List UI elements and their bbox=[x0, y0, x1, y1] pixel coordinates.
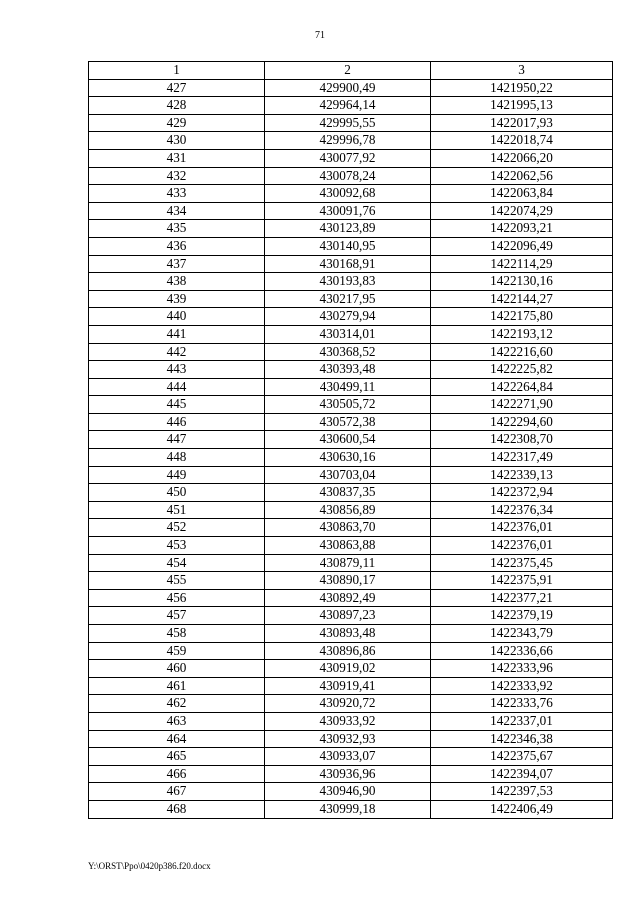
point-number-cell: 453 bbox=[89, 537, 265, 555]
x-coordinate-cell: 430932,93 bbox=[265, 730, 431, 748]
y-coordinate-cell: 1421950,22 bbox=[431, 79, 613, 97]
table-row bbox=[89, 642, 613, 660]
y-coordinate-cell: 1422225,82 bbox=[431, 361, 613, 379]
y-coordinate-cell: 1422372,94 bbox=[431, 484, 613, 502]
table-row bbox=[89, 677, 613, 695]
y-coordinate-cell: 1422074,29 bbox=[431, 202, 613, 220]
table-row bbox=[89, 589, 613, 607]
point-number-cell: 433 bbox=[89, 185, 265, 203]
x-coordinate-cell: 430600,54 bbox=[265, 431, 431, 449]
page-number: 71 bbox=[315, 30, 325, 41]
point-number-cell: 427 bbox=[89, 79, 265, 97]
x-coordinate-cell: 430892,49 bbox=[265, 589, 431, 607]
column-header: 3 bbox=[431, 62, 613, 80]
y-coordinate-cell: 1422114,29 bbox=[431, 255, 613, 273]
point-number-cell: 449 bbox=[89, 466, 265, 484]
y-coordinate-cell: 1422175,80 bbox=[431, 308, 613, 326]
table-row bbox=[89, 343, 613, 361]
table-row bbox=[89, 484, 613, 502]
point-number-cell: 446 bbox=[89, 413, 265, 431]
x-coordinate-cell: 430936,96 bbox=[265, 765, 431, 783]
column-header: 2 bbox=[265, 62, 431, 80]
y-coordinate-cell: 1422336,66 bbox=[431, 642, 613, 660]
table-header-row bbox=[89, 62, 613, 80]
y-coordinate-cell: 1422376,01 bbox=[431, 519, 613, 537]
point-number-cell: 439 bbox=[89, 290, 265, 308]
x-coordinate-cell: 430837,35 bbox=[265, 484, 431, 502]
point-number-cell: 461 bbox=[89, 677, 265, 695]
coordinates-table bbox=[88, 61, 613, 819]
y-coordinate-cell: 1422144,27 bbox=[431, 290, 613, 308]
y-coordinate-cell: 1422193,12 bbox=[431, 325, 613, 343]
x-coordinate-cell: 430078,24 bbox=[265, 167, 431, 185]
table-row bbox=[89, 237, 613, 255]
y-coordinate-cell: 1422062,56 bbox=[431, 167, 613, 185]
y-coordinate-cell: 1422093,21 bbox=[431, 220, 613, 238]
table-row bbox=[89, 519, 613, 537]
x-coordinate-cell: 429996,78 bbox=[265, 132, 431, 150]
table-row bbox=[89, 378, 613, 396]
x-coordinate-cell: 430193,83 bbox=[265, 273, 431, 291]
y-coordinate-cell: 1422096,49 bbox=[431, 237, 613, 255]
y-coordinate-cell: 1422066,20 bbox=[431, 149, 613, 167]
y-coordinate-cell: 1422406,49 bbox=[431, 800, 613, 818]
point-number-cell: 442 bbox=[89, 343, 265, 361]
table-row bbox=[89, 449, 613, 467]
x-coordinate-cell: 430572,38 bbox=[265, 413, 431, 431]
y-coordinate-cell: 1422216,60 bbox=[431, 343, 613, 361]
point-number-cell: 456 bbox=[89, 589, 265, 607]
y-coordinate-cell: 1422017,93 bbox=[431, 114, 613, 132]
table-row bbox=[89, 800, 613, 818]
point-number-cell: 436 bbox=[89, 237, 265, 255]
point-number-cell: 437 bbox=[89, 255, 265, 273]
table-row bbox=[89, 695, 613, 713]
table-row bbox=[89, 361, 613, 379]
x-coordinate-cell: 430314,01 bbox=[265, 325, 431, 343]
x-coordinate-cell: 430893,48 bbox=[265, 625, 431, 643]
y-coordinate-cell: 1422333,76 bbox=[431, 695, 613, 713]
x-coordinate-cell: 430999,18 bbox=[265, 800, 431, 818]
point-number-cell: 443 bbox=[89, 361, 265, 379]
y-coordinate-cell: 1422343,79 bbox=[431, 625, 613, 643]
x-coordinate-cell: 430279,94 bbox=[265, 308, 431, 326]
point-number-cell: 430 bbox=[89, 132, 265, 150]
point-number-cell: 454 bbox=[89, 554, 265, 572]
column-header: 1 bbox=[89, 62, 265, 80]
table-row bbox=[89, 255, 613, 273]
point-number-cell: 463 bbox=[89, 712, 265, 730]
point-number-cell: 466 bbox=[89, 765, 265, 783]
point-number-cell: 440 bbox=[89, 308, 265, 326]
y-coordinate-cell: 1422376,34 bbox=[431, 501, 613, 519]
point-number-cell: 429 bbox=[89, 114, 265, 132]
point-number-cell: 460 bbox=[89, 660, 265, 678]
x-coordinate-cell: 430856,89 bbox=[265, 501, 431, 519]
x-coordinate-cell: 430077,92 bbox=[265, 149, 431, 167]
y-coordinate-cell: 1422018,74 bbox=[431, 132, 613, 150]
table-row bbox=[89, 730, 613, 748]
point-number-cell: 438 bbox=[89, 273, 265, 291]
x-coordinate-cell: 430368,52 bbox=[265, 343, 431, 361]
table-row bbox=[89, 220, 613, 238]
y-coordinate-cell: 1422333,96 bbox=[431, 660, 613, 678]
point-number-cell: 464 bbox=[89, 730, 265, 748]
x-coordinate-cell: 429900,49 bbox=[265, 79, 431, 97]
y-coordinate-cell: 1422375,67 bbox=[431, 748, 613, 766]
point-number-cell: 434 bbox=[89, 202, 265, 220]
point-number-cell: 435 bbox=[89, 220, 265, 238]
table-row bbox=[89, 325, 613, 343]
y-coordinate-cell: 1422308,70 bbox=[431, 431, 613, 449]
x-coordinate-cell: 430499,11 bbox=[265, 378, 431, 396]
x-coordinate-cell: 430890,17 bbox=[265, 572, 431, 590]
x-coordinate-cell: 430217,95 bbox=[265, 290, 431, 308]
point-number-cell: 450 bbox=[89, 484, 265, 502]
point-number-cell: 451 bbox=[89, 501, 265, 519]
x-coordinate-cell: 430140,95 bbox=[265, 237, 431, 255]
table-row bbox=[89, 660, 613, 678]
table-row bbox=[89, 554, 613, 572]
point-number-cell: 428 bbox=[89, 97, 265, 115]
point-number-cell: 441 bbox=[89, 325, 265, 343]
table-row bbox=[89, 607, 613, 625]
y-coordinate-cell: 1422376,01 bbox=[431, 537, 613, 555]
y-coordinate-cell: 1422375,45 bbox=[431, 554, 613, 572]
table-row bbox=[89, 783, 613, 801]
x-coordinate-cell: 430863,70 bbox=[265, 519, 431, 537]
table-row bbox=[89, 625, 613, 643]
point-number-cell: 468 bbox=[89, 800, 265, 818]
point-number-cell: 432 bbox=[89, 167, 265, 185]
x-coordinate-cell: 430879,11 bbox=[265, 554, 431, 572]
y-coordinate-cell: 1422317,49 bbox=[431, 449, 613, 467]
table-row bbox=[89, 167, 613, 185]
y-coordinate-cell: 1422294,60 bbox=[431, 413, 613, 431]
point-number-cell: 445 bbox=[89, 396, 265, 414]
point-number-cell: 448 bbox=[89, 449, 265, 467]
table-row bbox=[89, 413, 613, 431]
table-row bbox=[89, 748, 613, 766]
x-coordinate-cell: 430505,72 bbox=[265, 396, 431, 414]
point-number-cell: 447 bbox=[89, 431, 265, 449]
point-number-cell: 465 bbox=[89, 748, 265, 766]
table-row bbox=[89, 765, 613, 783]
point-number-cell: 452 bbox=[89, 519, 265, 537]
x-coordinate-cell: 430933,92 bbox=[265, 712, 431, 730]
table-row bbox=[89, 202, 613, 220]
x-coordinate-cell: 430933,07 bbox=[265, 748, 431, 766]
table-row bbox=[89, 308, 613, 326]
table-row bbox=[89, 537, 613, 555]
point-number-cell: 458 bbox=[89, 625, 265, 643]
table-row bbox=[89, 712, 613, 730]
x-coordinate-cell: 430123,89 bbox=[265, 220, 431, 238]
point-number-cell: 459 bbox=[89, 642, 265, 660]
point-number-cell: 462 bbox=[89, 695, 265, 713]
x-coordinate-cell: 429964,14 bbox=[265, 97, 431, 115]
table-row bbox=[89, 273, 613, 291]
table-row bbox=[89, 132, 613, 150]
x-coordinate-cell: 430091,76 bbox=[265, 202, 431, 220]
y-coordinate-cell: 1422271,90 bbox=[431, 396, 613, 414]
table-row bbox=[89, 97, 613, 115]
x-coordinate-cell: 430920,72 bbox=[265, 695, 431, 713]
y-coordinate-cell: 1422063,84 bbox=[431, 185, 613, 203]
y-coordinate-cell: 1422346,38 bbox=[431, 730, 613, 748]
table-row bbox=[89, 79, 613, 97]
y-coordinate-cell: 1422375,91 bbox=[431, 572, 613, 590]
table-row bbox=[89, 396, 613, 414]
point-number-cell: 457 bbox=[89, 607, 265, 625]
y-coordinate-cell: 1422379,19 bbox=[431, 607, 613, 625]
x-coordinate-cell: 430630,16 bbox=[265, 449, 431, 467]
y-coordinate-cell: 1422397,53 bbox=[431, 783, 613, 801]
x-coordinate-cell: 430092,68 bbox=[265, 185, 431, 203]
y-coordinate-cell: 1422339,13 bbox=[431, 466, 613, 484]
x-coordinate-cell: 430919,41 bbox=[265, 677, 431, 695]
x-coordinate-cell: 430863,88 bbox=[265, 537, 431, 555]
x-coordinate-cell: 430896,86 bbox=[265, 642, 431, 660]
x-coordinate-cell: 430703,04 bbox=[265, 466, 431, 484]
x-coordinate-cell: 430168,91 bbox=[265, 255, 431, 273]
point-number-cell: 431 bbox=[89, 149, 265, 167]
table-row bbox=[89, 501, 613, 519]
table-row bbox=[89, 290, 613, 308]
footer-file-path: Y:\ORST\Ppo\0420p386.f20.docx bbox=[88, 861, 211, 871]
y-coordinate-cell: 1422377,21 bbox=[431, 589, 613, 607]
x-coordinate-cell: 430946,90 bbox=[265, 783, 431, 801]
y-coordinate-cell: 1421995,13 bbox=[431, 97, 613, 115]
x-coordinate-cell: 429995,55 bbox=[265, 114, 431, 132]
table-row bbox=[89, 431, 613, 449]
y-coordinate-cell: 1422130,16 bbox=[431, 273, 613, 291]
table-row bbox=[89, 149, 613, 167]
table-body bbox=[89, 79, 613, 818]
table-row bbox=[89, 572, 613, 590]
y-coordinate-cell: 1422333,92 bbox=[431, 677, 613, 695]
point-number-cell: 444 bbox=[89, 378, 265, 396]
table-row bbox=[89, 185, 613, 203]
y-coordinate-cell: 1422394,07 bbox=[431, 765, 613, 783]
y-coordinate-cell: 1422264,84 bbox=[431, 378, 613, 396]
point-number-cell: 467 bbox=[89, 783, 265, 801]
table-row bbox=[89, 114, 613, 132]
x-coordinate-cell: 430393,48 bbox=[265, 361, 431, 379]
x-coordinate-cell: 430897,23 bbox=[265, 607, 431, 625]
table-row bbox=[89, 466, 613, 484]
point-number-cell: 455 bbox=[89, 572, 265, 590]
x-coordinate-cell: 430919,02 bbox=[265, 660, 431, 678]
y-coordinate-cell: 1422337,01 bbox=[431, 712, 613, 730]
